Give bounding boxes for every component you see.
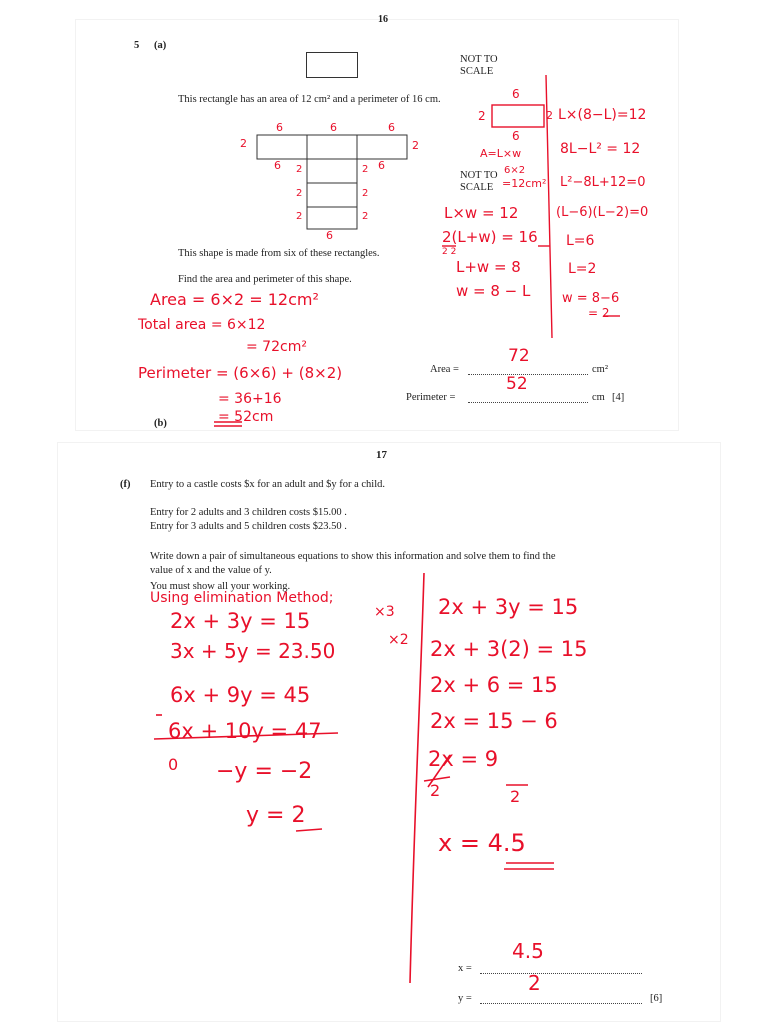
not-to-scale-2a: NOT TO — [460, 170, 498, 181]
hw-eq1: 2x + 3y = 15 — [170, 609, 311, 633]
sketch-left: 2 — [478, 109, 486, 123]
hw-r5: 2x = 9 — [428, 747, 499, 771]
shape-label-stem-l2: 2 — [296, 188, 303, 199]
hw-r7: 2 — [510, 787, 521, 806]
shape-label-top-3: 6 — [388, 121, 395, 134]
hw-col2-line2: 8L−L² = 12 — [560, 141, 641, 157]
hw-col2-line3: L²−8L+12=0 — [560, 175, 646, 190]
hw-times2: ×2 — [388, 632, 409, 648]
hw-col2-line6: L=2 — [568, 261, 597, 277]
area-formula: A=L×w — [480, 147, 522, 160]
sketch-right: 2 — [546, 109, 553, 122]
area-unit: cm² — [592, 364, 608, 375]
hw-eq4: 6x + 10y = 47 — [168, 719, 322, 743]
shape-label-stem-l3: 2 — [296, 211, 303, 222]
page2-marks: [6] — [650, 993, 663, 1004]
hw-r3: 2x + 6 = 15 — [430, 673, 558, 697]
hw-x-result: x = 4.5 — [438, 829, 526, 857]
hw-perimeter-sum: = 36+16 — [218, 391, 282, 407]
shape-label-left: 2 — [240, 137, 247, 150]
question-line-5: value of x and the value of y. — [150, 565, 272, 576]
perimeter-label: Perimeter = — [406, 392, 456, 403]
hw-col2-line1: L×(8−L)=12 — [558, 107, 647, 123]
page2-handwritten-lines — [58, 443, 720, 1021]
shape-label-stem-l1: 2 — [296, 164, 303, 175]
question-number: 5 — [134, 40, 140, 51]
page2-number: 17 — [376, 449, 387, 461]
hw-y-result: y = 2 — [246, 803, 306, 828]
question-line-6: You must show all your working. — [150, 581, 291, 592]
hw-times3: ×3 — [374, 604, 395, 620]
header-page-number: 16 — [378, 14, 388, 25]
shape-label-under-left: 6 — [274, 159, 281, 172]
shape-label-bottom: 6 — [326, 229, 333, 242]
hw-col1-line2: 2(L+w) = 16 — [442, 228, 538, 246]
hw-col2-line5: L=6 — [566, 233, 595, 249]
not-to-scale-1b: SCALE — [460, 66, 494, 77]
hw-eq2: 3x + 5y = 23.50 — [170, 639, 336, 663]
instruction: Find the area and perimeter of this shape. — [178, 274, 352, 285]
y-answer: 2 — [528, 971, 541, 995]
shape-label-right: 2 — [412, 139, 419, 152]
shape-label-stem-r2: 2 — [362, 188, 369, 199]
shape-label-top-2: 6 — [330, 121, 337, 134]
perimeter-answer-line[interactable] — [468, 390, 588, 403]
hw-col2-line4: (L−6)(L−2)=0 — [556, 205, 649, 220]
sketch-bottom: 6 — [512, 129, 520, 143]
hw-r4: 2x = 15 − 6 — [430, 709, 558, 733]
y-label: y = — [458, 993, 472, 1004]
perimeter-unit: cm — [592, 392, 605, 403]
x-label: x = — [458, 963, 472, 974]
exam-page-16 — [76, 14, 678, 430]
hw-area-line: Area = 6×2 = 12cm² — [150, 290, 319, 309]
exam-page-17 — [58, 443, 720, 1021]
x-answer-line[interactable] — [480, 961, 642, 974]
hw-col1-line1: L×w = 12 — [444, 204, 519, 222]
part-f-label: (f) — [120, 479, 131, 490]
y-answer-line[interactable] — [480, 991, 642, 1004]
hw-col2-line8: = 2 — [588, 306, 610, 320]
hw-method: Using elimination Method; — [150, 590, 334, 606]
six-by-two: 6×2 — [504, 165, 526, 176]
area-answer: 72 — [508, 346, 530, 366]
hw-total-area: Total area = 6×12 — [138, 317, 266, 333]
hw-total-area-result: = 72cm² — [246, 339, 307, 355]
page1-marks: [4] — [612, 392, 625, 403]
hw-perimeter-result: = 52cm — [218, 409, 274, 425]
area-label: Area = — [430, 364, 459, 375]
shape-label-stem-r3: 2 — [362, 211, 369, 222]
not-to-scale-2b: SCALE — [460, 182, 494, 193]
hw-perimeter-line: Perimeter = (6×6) + (8×2) — [138, 364, 343, 382]
not-to-scale-1a: NOT TO — [460, 54, 498, 65]
hw-col1-line5: w = 8 − L — [456, 282, 531, 300]
hw-eq5: −y = −2 — [216, 759, 313, 784]
shape-statement: This shape is made from six of these rectangles. — [178, 248, 380, 259]
hw-col1-line3: 2 2 — [442, 247, 457, 257]
shape-label-under-right: 6 — [378, 159, 385, 172]
sketch-top: 6 — [512, 87, 520, 101]
hw-eq3: 6x + 9y = 45 — [170, 683, 311, 707]
perimeter-answer: 52 — [506, 374, 528, 394]
hw-r2: 2x + 3(2) = 15 — [430, 637, 588, 661]
shape-label-stem-r1: 2 — [362, 164, 369, 175]
x-answer: 4.5 — [512, 939, 544, 963]
part-b-label: (b) — [154, 418, 167, 429]
question-line-4: Write down a pair of simultaneous equations to show this information and solve them to find the — [150, 551, 556, 562]
hw-r6: 2 — [430, 781, 441, 800]
hw-col1-line4: L+w = 8 — [456, 258, 521, 276]
shape-label-top-1: 6 — [276, 121, 283, 134]
hw-col2-line7: w = 8−6 — [562, 291, 620, 306]
question-line-3: Entry for 3 adults and 5 children costs $23.50 . — [150, 521, 347, 532]
question-line-1: Entry to a castle costs $x for an adult and $y for a child. — [150, 479, 386, 490]
part-a-label: (a) — [154, 40, 167, 51]
question-line-2: Entry for 2 adults and 3 children costs $15.00 . — [150, 507, 347, 518]
twelve-cm2: =12cm² — [502, 177, 547, 190]
rectangle-statement: This rectangle has an area of 12 cm² and a perimeter of 16 cm. — [178, 94, 441, 105]
hw-zero: 0 — [168, 755, 179, 774]
hw-r1: 2x + 3y = 15 — [438, 595, 579, 619]
